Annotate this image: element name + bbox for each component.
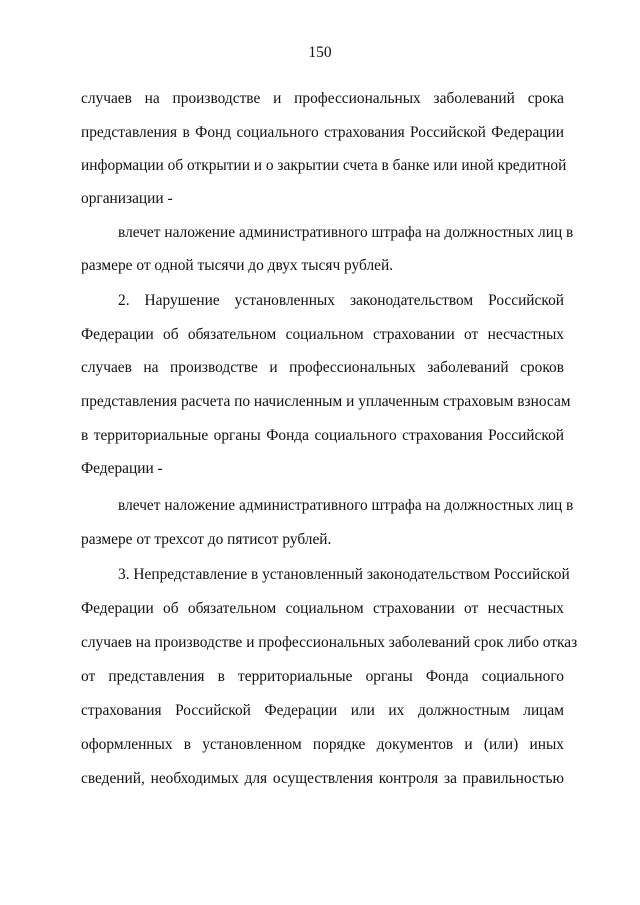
text-line: Федерации об обязательном социальном страховании от несчастных — [81, 600, 564, 617]
text-line: случаев на производстве и профессиональных заболеваний срок либо отказ — [81, 634, 578, 651]
text-line: Федерации - — [81, 460, 163, 477]
text-line: случаев на производстве и профессиональных заболеваний сроков — [81, 359, 564, 376]
text-line: 3. Непредставление в установленный законодательством Российской — [118, 566, 570, 583]
text-line: оформленных в установленном порядке документов и (или) иных — [81, 736, 564, 753]
text-line: размере от трехсот до пятисот рублей. — [81, 531, 332, 548]
text-line: случаев на производстве и профессиональных заболеваний срока — [81, 90, 564, 107]
text-line: в территориальные органы Фонда социального страхования Российской — [81, 427, 564, 444]
text-line: 2. Нарушение установленных законодательством Российской — [118, 292, 564, 309]
text-line: страхования Российской Федерации или их должностным лицам — [81, 702, 564, 719]
text-line: размере от одной тысячи до двух тысяч рублей. — [81, 257, 394, 274]
text-line: сведений, необходимых для осуществления контроля за правильностью — [81, 770, 564, 787]
text-line: влечет наложение административного штрафа на должностных лиц в — [118, 497, 574, 514]
text-line: организации - — [81, 190, 173, 207]
text-line: представления в Фонд социального страхования Российской Федерации — [81, 124, 564, 141]
page-number: 150 — [308, 44, 332, 61]
text-line: Федерации об обязательном социальном страховании от несчастных — [81, 326, 564, 343]
text-line: информации об открытии и о закрытии счета в банке или иной кредитной — [81, 157, 567, 174]
text-line: влечет наложение административного штрафа на должностных лиц в — [118, 224, 574, 241]
text-line: представления расчета по начисленным и уплаченным страховым взносам — [81, 393, 571, 410]
text-line: от представления в территориальные органы Фонда социального — [81, 668, 564, 685]
